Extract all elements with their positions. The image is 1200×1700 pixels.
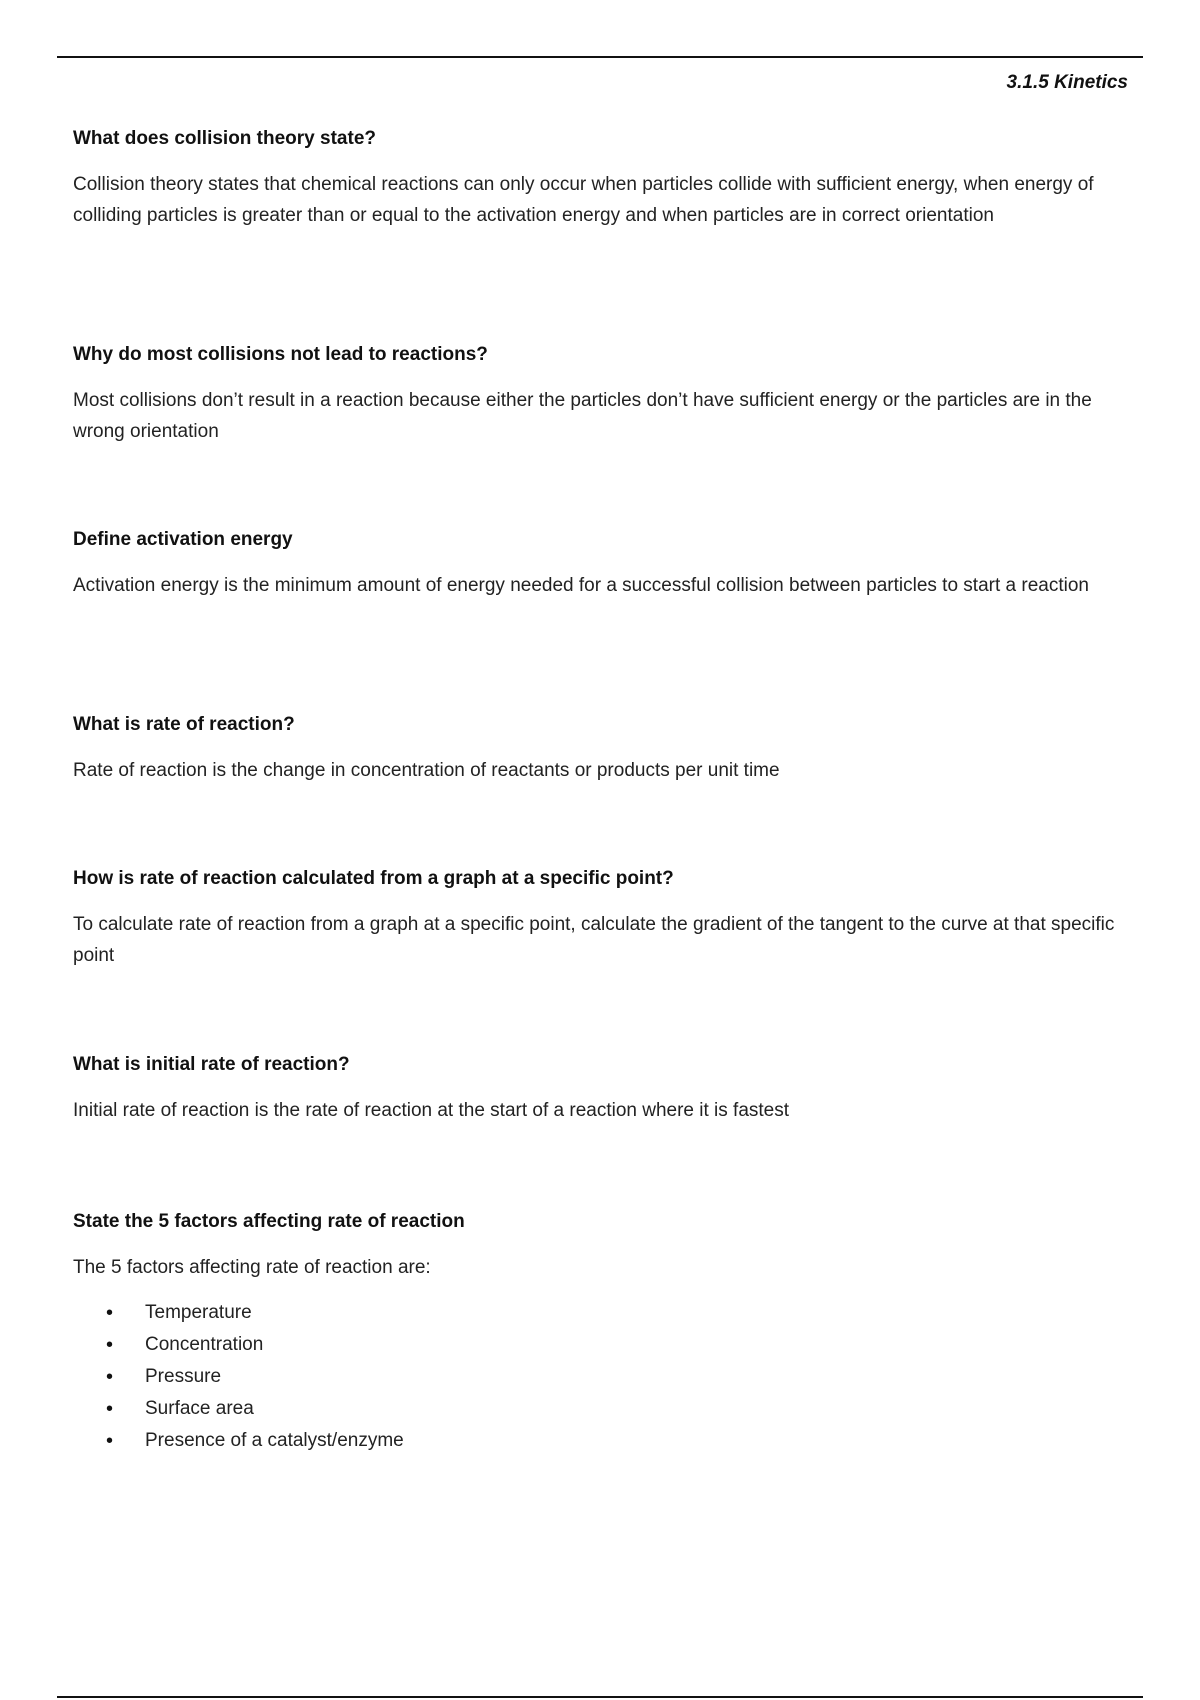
question-heading: Define activation energy xyxy=(73,529,293,550)
answer-text: To calculate rate of reaction from a graph at a specific point, calculate the gradient of the tangent to the curve at that specific point xyxy=(73,914,1115,966)
answer-text: Most collisions don’t result in a reaction because either the particles don’t have sufficient energy or the particles are in the wrong orientation xyxy=(73,390,1092,442)
answer-text: Collision theory states that chemical reactions can only occur when particles collide with sufficient energy, when energy of colliding particles is greater than or equal to the activation energy and when particles are in correct orientation xyxy=(73,174,1094,226)
qa-unsuccessful-collisions xyxy=(73,343,1123,447)
bottom-rule xyxy=(57,1696,1143,1698)
answer-text: Activation energy is the minimum amount of energy needed for a successful collision between particles to start a reaction xyxy=(73,575,1089,596)
list-item: • Pressure xyxy=(73,1361,1123,1393)
qa-rate-of-reaction xyxy=(73,713,1123,786)
qa-rate-from-graph xyxy=(73,867,1123,971)
answer-text: Rate of reaction is the change in concentration of reactants or products per unit time xyxy=(73,760,780,781)
qa-activation-energy xyxy=(73,528,1123,601)
list-item: • Surface area xyxy=(73,1393,1123,1425)
section-reference: 3.1.5 Kinetics xyxy=(1006,72,1128,93)
qa-rate-factors xyxy=(73,1210,1123,1457)
qa-collision-theory xyxy=(73,127,1123,231)
top-rule xyxy=(57,56,1143,58)
list-item: • Presence of a catalyst/enzyme xyxy=(73,1425,1123,1457)
list-item: • Concentration xyxy=(73,1329,1123,1361)
list-item: • Temperature xyxy=(73,1297,1123,1329)
question-heading: How is rate of reaction calculated from a graph at a specific point? xyxy=(73,868,674,889)
qa-initial-rate xyxy=(73,1053,1123,1126)
question-heading: What is rate of reaction? xyxy=(73,714,295,735)
factors-list xyxy=(73,1297,1123,1457)
answer-text: The 5 factors affecting rate of reaction are: xyxy=(73,1257,431,1278)
question-heading: What is initial rate of reaction? xyxy=(73,1054,350,1075)
question-heading: Why do most collisions not lead to reactions? xyxy=(73,344,488,365)
answer-text: Initial rate of reaction is the rate of reaction at the start of a reaction where it is fastest xyxy=(73,1100,790,1121)
question-heading: What does collision theory state? xyxy=(73,128,376,149)
question-heading: State the 5 factors affecting rate of reaction xyxy=(73,1211,465,1232)
